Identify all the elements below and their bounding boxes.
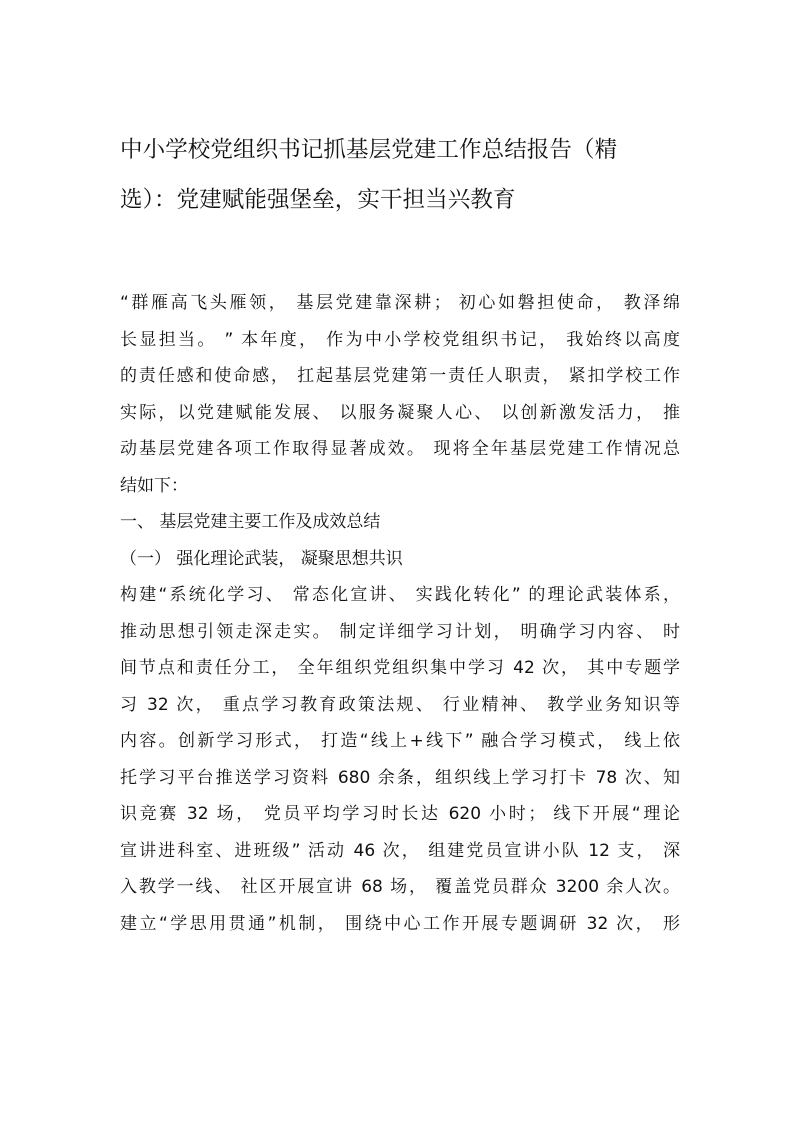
body-line: 动基层党建各项工作取得显著成效。 现将全年基层党建工作情况总 [120,439,680,459]
body-line: 结如下： [120,475,188,496]
body-line: 长显担当。 ” 本年度， 作为中小学校党组织书记， 我始终以高度 [120,329,680,350]
body-line: 习 32 次， 重点学习教育政策法规、 行业精神、 教学业务知识等 [120,694,680,715]
body-line: 识竞赛 32 场， 党员平均学习时长达 620 小时； 线下开展“理论 [120,804,680,824]
body-line: 入教学一线、 社区开展宣讲 68 场， 覆盖党员群众 3200 余人次。 [120,877,680,897]
body-line: 间节点和责任分工， 全年组织党组织集中学习 42 次， 其中专题学 [120,658,680,678]
body-line: 实际，以党建赋能发展、 以服务凝聚人心、 以创新激发活力， 推 [120,402,680,423]
document-title [120,125,685,225]
body-line: 内容。创新学习形式， 打造“线上+线下” 融合学习模式， 线上依 [120,731,680,751]
body-line: 构建“系统化学习、 常态化宣讲、 实践化转化” 的理论武装体系， [120,585,680,605]
body-line: 托学习平台推送学习资料 680 余条，组织线上学习打卡 78 次、知 [120,767,680,788]
title-line: 选）：党建赋能强堡垒，实干担当兴教育 [120,187,516,213]
body-line: 建立“学思用贯通”机制， 围绕中心工作开展专题调研 32 次， 形 [120,913,680,934]
title-line: 中小学校党组织书记抓基层党建工作总结报告（精 [120,137,618,163]
body-line: “群雁高飞头雁领， 基层党建靠深耕； 初心如磐担使命， 教泽绵 [120,293,680,313]
body-line: 宣讲进科室、进班级” 活动 46 次， 组建党员宣讲小队 12 支， 深 [120,840,680,861]
section-heading: 一、 基层党建主要工作及成效总结 [120,512,381,532]
subsection-heading: （一） 强化理论武装， 凝聚思想共识 [120,548,403,569]
body-line: 的责任感和使命感， 扛起基层党建第一责任人职责， 紧扣学校工作 [120,366,680,386]
body-line: 推动思想引领走深走实。 制定详细学习计划， 明确学习内容、 时 [120,621,680,642]
document-body [120,285,680,942]
